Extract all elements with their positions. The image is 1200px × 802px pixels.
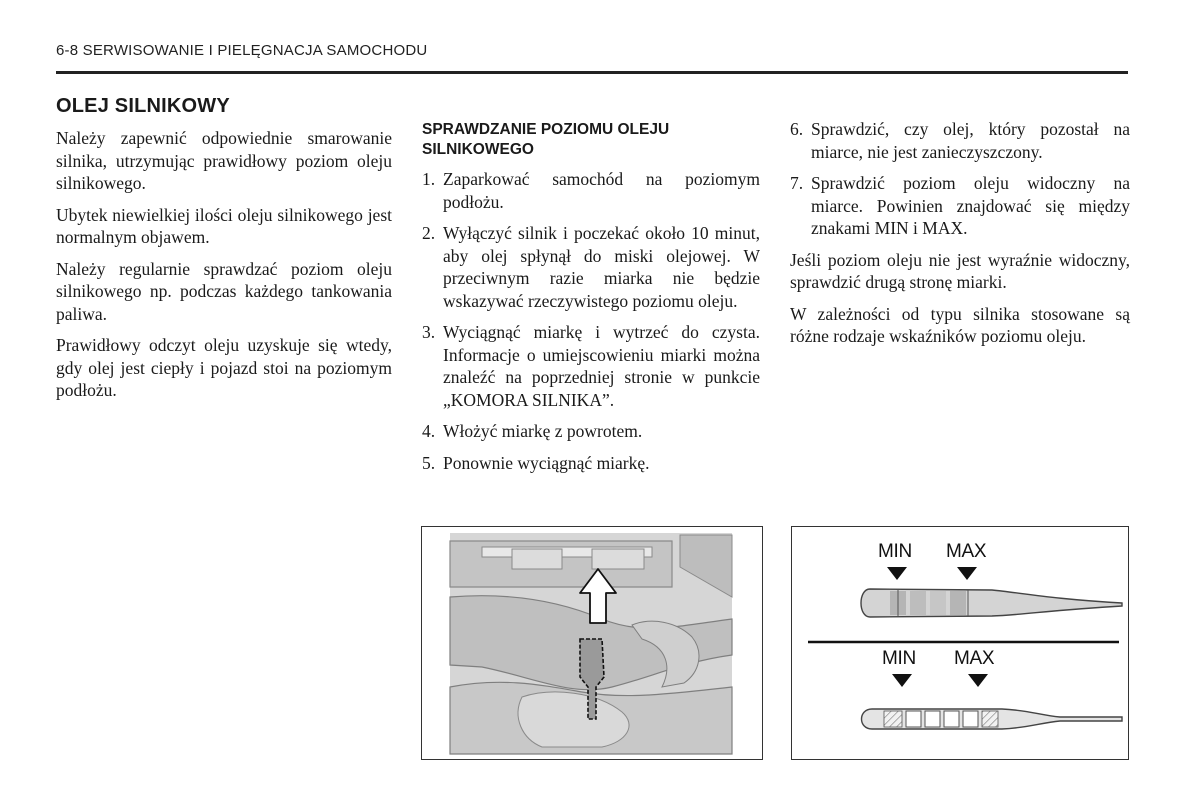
column-3 [790, 118, 1130, 357]
cover-slot [512, 549, 562, 569]
step-number: 1. [422, 169, 436, 189]
blade-hatched-zone [982, 711, 998, 727]
engine-bay-drawing [422, 527, 761, 758]
step-number: 7. [790, 173, 804, 193]
note-paragraph: Jeśli poziom oleju nie jest wyraźnie widoczny, sprawdzić drugą stronę miarki. [790, 249, 1130, 292]
blade-band [910, 591, 926, 615]
blade-hatched-zone [884, 711, 902, 727]
step-number: 3. [422, 322, 436, 342]
blade-window [963, 711, 978, 727]
dipstick-level-illustration [791, 526, 1129, 760]
section-title: OLEJ SILNIKOWY [56, 95, 230, 117]
subsection-title: SPRAWDZANIE POZIOMU OLEJU SILNIKOWEGO [422, 121, 670, 158]
column-1 [56, 94, 392, 411]
blade-band [950, 591, 966, 615]
engine-dipstick-illustration [421, 526, 763, 760]
blade-window [906, 711, 921, 727]
max-marker-arrow-icon [968, 674, 988, 687]
note-paragraph: W zależności od typu silnika stosowane są różne rodzaje wskaźników poziomu oleju. [790, 303, 1130, 346]
min-marker-arrow-icon [892, 674, 912, 687]
step-number: 5. [422, 452, 436, 473]
max-label: MAX [954, 648, 995, 669]
cover-slot [592, 549, 644, 569]
step-item [790, 118, 1130, 163]
column-2 [422, 120, 760, 483]
step-item [422, 452, 760, 475]
step-text: Sprawdzić, czy olej, który pozostał na miarce, nie jest zanieczyszczony. [811, 119, 1130, 162]
paragraph: Prawidłowy odczyt oleju uzyskuje się wtedy, gdy olej jest ciepły i pojazd stoi na poziomym podłożu. [56, 335, 392, 400]
running-head: 6-8 SERWISOWANIE I PIELĘGNACJA SAMOCHODU [56, 42, 428, 59]
step-text: Włożyć miarkę z powrotem. [443, 421, 643, 441]
steps-list [422, 168, 760, 474]
header-rule [56, 71, 1128, 74]
steps-list-continued [790, 118, 1130, 240]
paragraph: Ubytek niewielkiej ilości oleju silnikowego jest normalnym objawem. [56, 204, 392, 247]
step-number: 2. [422, 223, 436, 243]
step-item [422, 168, 760, 213]
step-text: Sprawdzić poziom oleju widoczny na miarce. Powinien znajdować się między znakami MIN i MAX. [811, 173, 1130, 238]
blade-band [930, 591, 946, 615]
max-label: MAX [946, 541, 987, 562]
step-item [790, 172, 1130, 240]
step-item [422, 321, 760, 411]
step-text: Zaparkować samochód na poziomym podłożu. [443, 169, 760, 212]
step-item [422, 222, 760, 312]
step-item [422, 420, 760, 443]
step-number: 6. [790, 119, 804, 139]
paragraph: Należy zapewnić odpowiednie smarowanie silnika, utrzymując prawidłowy poziom oleju silnikowego. [56, 128, 392, 193]
max-marker-arrow-icon [957, 567, 977, 580]
step-text: Ponownie wyciągnąć miarkę. [443, 452, 650, 473]
blade-window [925, 711, 940, 727]
step-text: Wyciągnąć miarkę i wytrzeć do czysta. Informacje o umiejscowieniu miarki można znaleźć na poprzedniej stronie w punkcie „KOMORA SILNIKA”. [443, 322, 760, 410]
blade-window [944, 711, 959, 727]
min-marker-arrow-icon [887, 567, 907, 580]
min-label: MIN [882, 648, 916, 669]
step-text: Wyłączyć silnik i poczekać około 10 minut, aby olej spłynął do miski olejowej. W przeciwnym razie miarka nie będzie wskazywać rzeczywistego poziomu oleju. [443, 223, 760, 311]
step-number: 4. [422, 421, 436, 441]
paragraph: Należy regularnie sprawdzać poziom oleju silnikowego np. podczas każdego tankowania paliwa. [56, 258, 392, 324]
min-label: MIN [878, 541, 912, 562]
